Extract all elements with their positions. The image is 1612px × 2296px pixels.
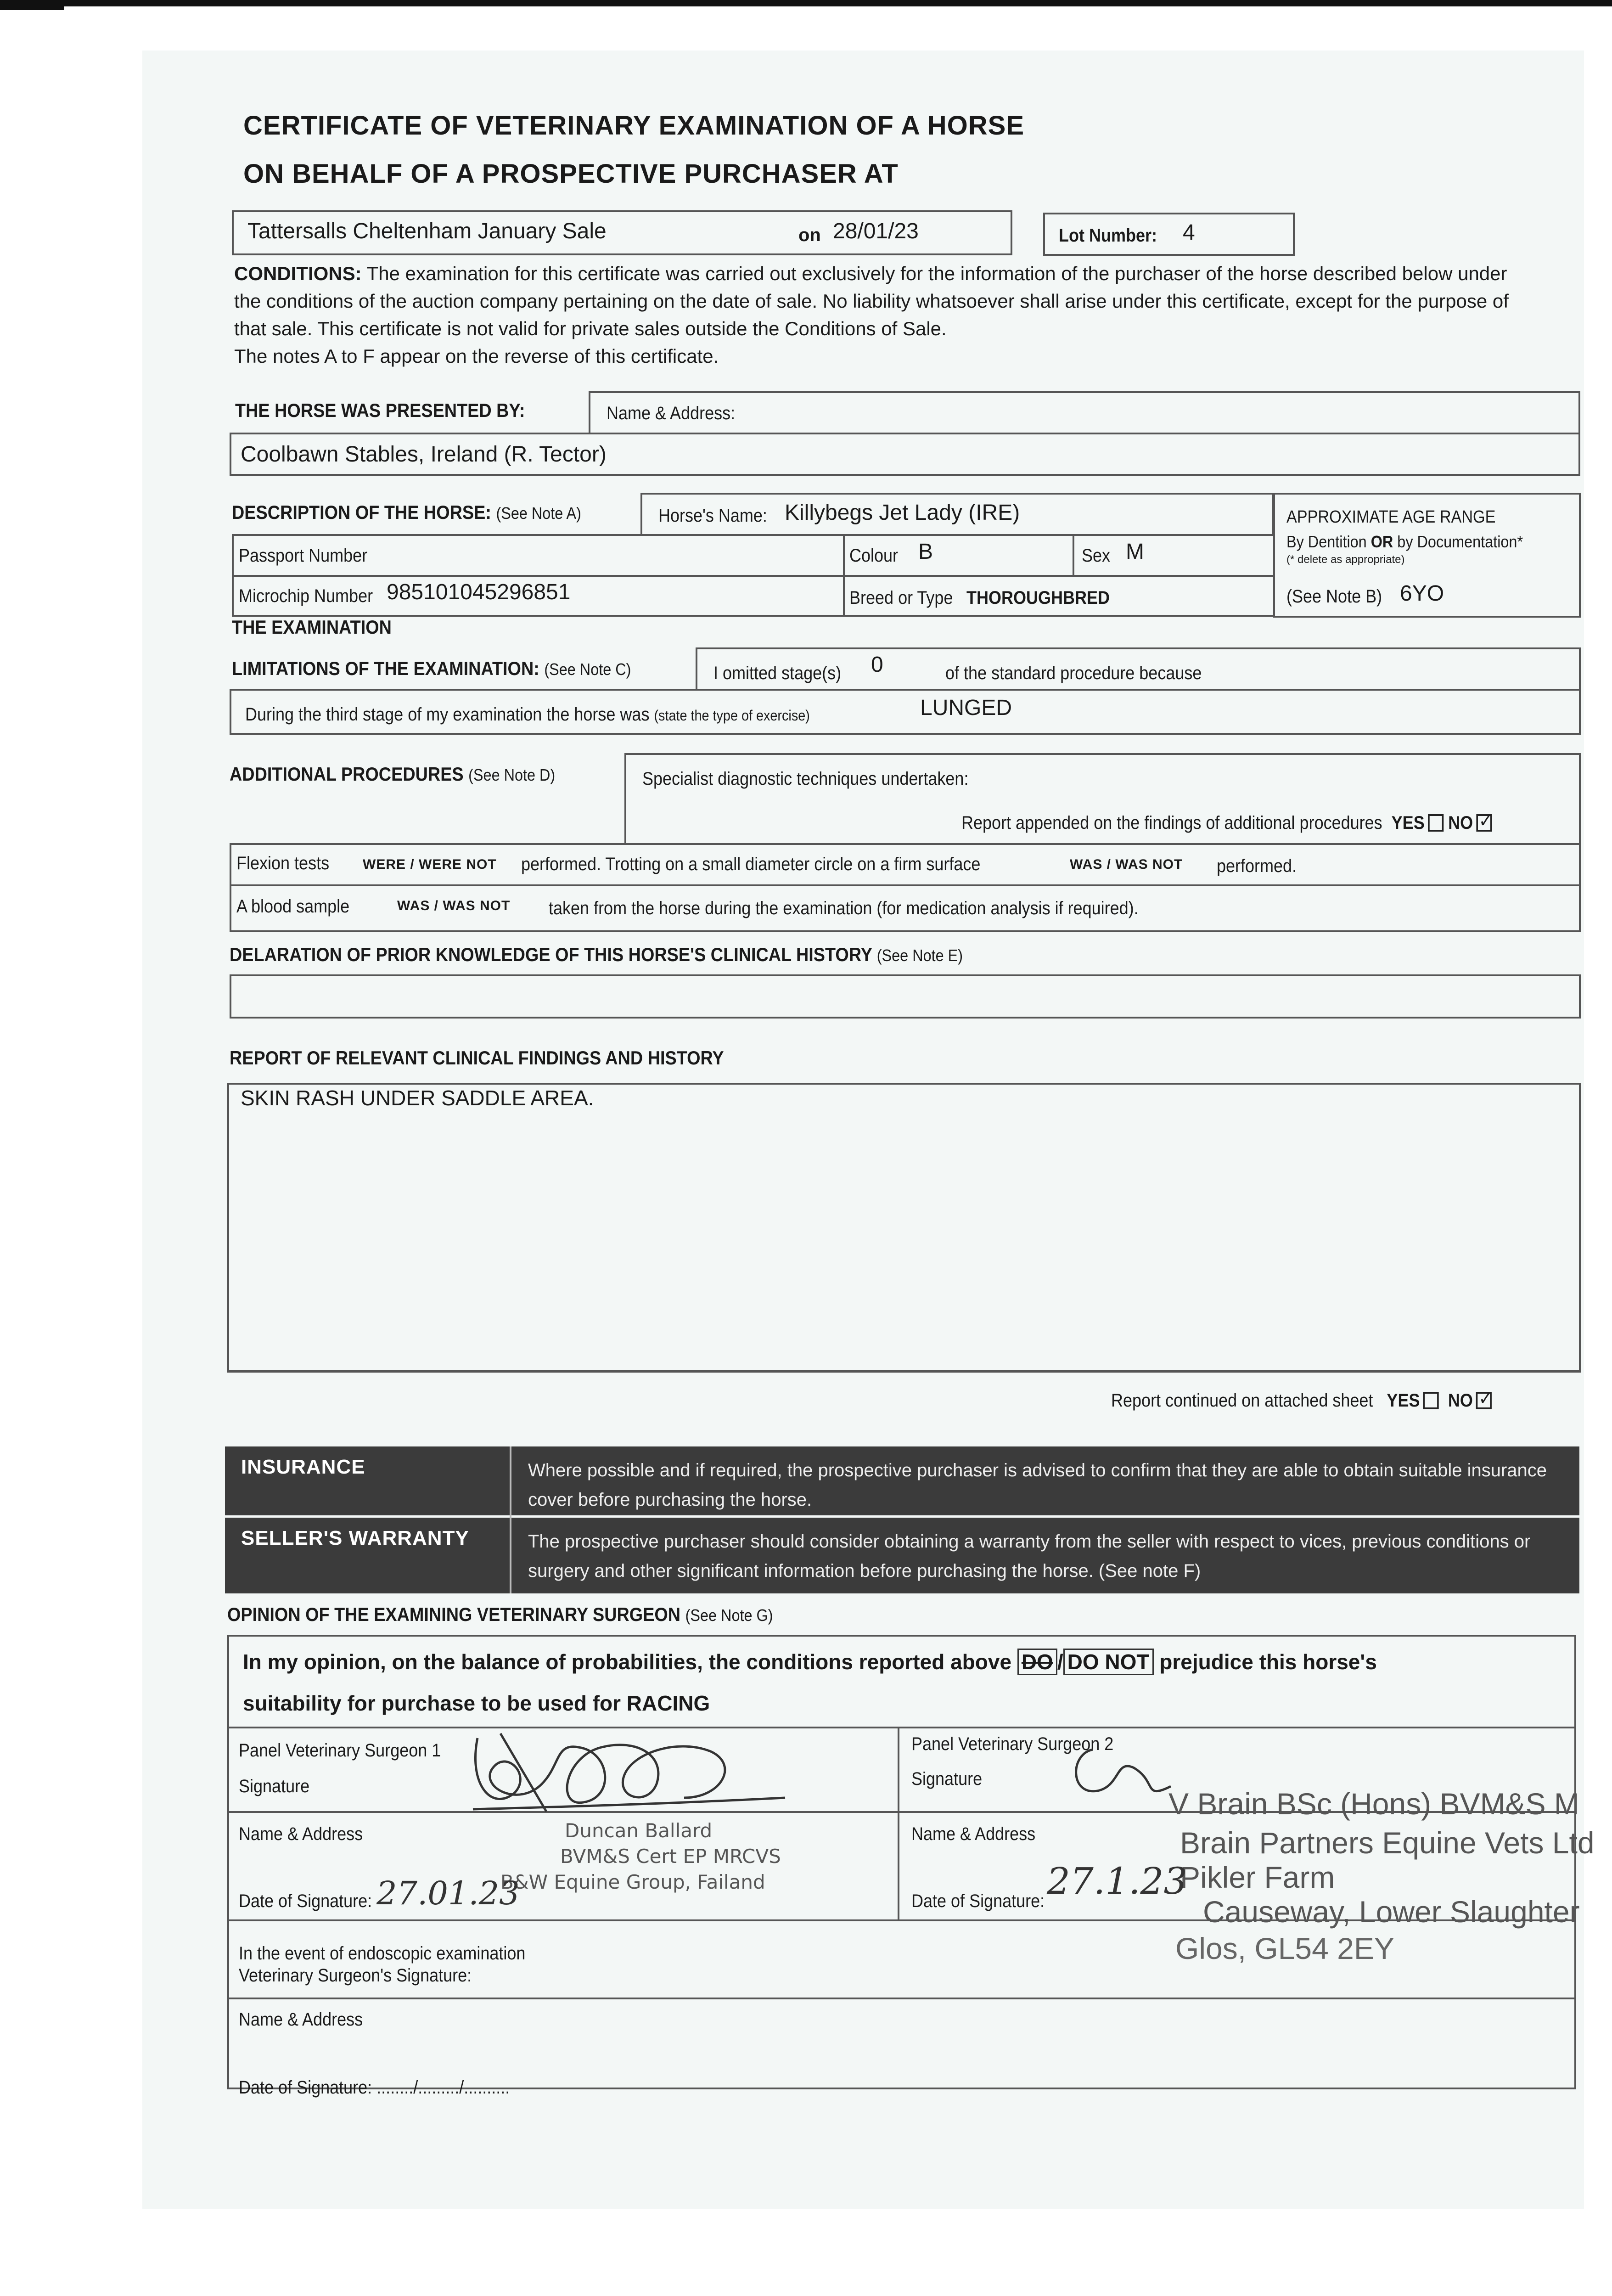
presented-value-box bbox=[230, 433, 1580, 476]
surgeon1-name-label: Name & Address bbox=[239, 1824, 363, 1844]
scan-top-corner bbox=[0, 0, 64, 10]
surgeon1-name-line1: Duncan Ballard bbox=[565, 1819, 713, 1842]
opinion-label bbox=[227, 1604, 773, 1626]
lot-box bbox=[1043, 213, 1295, 256]
insurance-text: Where possible and if required, the prospective purchaser is advised to confirm that they are able to obtain suitable insurance cover before purchasing the horse. bbox=[528, 1460, 1547, 1510]
opinion-do-option[interactable]: DO bbox=[1017, 1649, 1057, 1675]
surgeon2-stamp-line1: V Brain BSc (Hons) BVM&S M bbox=[1168, 1787, 1579, 1821]
microchip-label: Microchip Number bbox=[239, 586, 373, 606]
surgeon2-date-label: Date of Signature: bbox=[911, 1891, 1045, 1911]
age-or: OR bbox=[1370, 532, 1393, 551]
limitations-title: LIMITATIONS OF THE EXAMINATION: bbox=[232, 658, 539, 679]
surgeon1-signature bbox=[464, 1729, 794, 1816]
insurance-row bbox=[225, 1446, 1579, 1515]
report-appended-no-checkbox[interactable] bbox=[1476, 814, 1492, 832]
surgeon1-date-label: Date of Signature: bbox=[239, 1891, 372, 1911]
lot-number: 4 bbox=[1183, 220, 1195, 245]
description-note: (See Note A) bbox=[496, 504, 581, 523]
colour-label: Colour bbox=[849, 546, 899, 566]
flexion-mid: performed. Trotting on a small diameter circle on a firm surface bbox=[521, 854, 981, 874]
presented-by-label: THE HORSE WAS PRESENTED BY: bbox=[235, 400, 525, 421]
sale-box bbox=[232, 210, 1012, 255]
opinion-text-post: prejudice this horse's bbox=[1159, 1650, 1377, 1674]
report-appended-label bbox=[961, 813, 1492, 833]
age-note: (See Note B) bbox=[1286, 586, 1382, 607]
surgeon1-panel-label: Panel Veterinary Surgeon 1 bbox=[239, 1740, 441, 1761]
certificate-title-line1: CERTIFICATE OF VETERINARY EXAMINATION OF A HORSE bbox=[243, 111, 1025, 141]
surgeon2-stamp-line5: Glos, GL54 2EY bbox=[1175, 1931, 1394, 1965]
surgeon2-panel-label: Panel Veterinary Surgeon 2 bbox=[911, 1734, 1114, 1754]
opinion-line2: suitability for purchase to be used for RACING bbox=[243, 1691, 710, 1715]
report-continued-yes-checkbox[interactable] bbox=[1423, 1392, 1439, 1409]
blood-pre: A blood sample bbox=[236, 896, 350, 917]
presented-by-value: Coolbawn Stables, Ireland (R. Tector) bbox=[241, 442, 607, 467]
additional-box bbox=[624, 753, 1581, 845]
age-title: APPROXIMATE AGE RANGE bbox=[1286, 507, 1496, 527]
breed-value: THOROUGHBRED bbox=[966, 588, 1110, 608]
horse-name-label: Horse's Name: bbox=[658, 506, 767, 526]
omitted-suffix: of the standard procedure because bbox=[945, 663, 1202, 683]
flexion-pre: Flexion tests bbox=[236, 853, 330, 873]
horse-name-box bbox=[640, 493, 1274, 535]
report-box bbox=[227, 1083, 1581, 1372]
declaration-title: DELARATION OF PRIOR KNOWLEDGE OF THIS HORSE'S CLINICAL HISTORY bbox=[230, 944, 872, 965]
report-continued-no: NO bbox=[1448, 1390, 1473, 1411]
endoscopic-date-label: Date of Signature: ......../........./.......... bbox=[239, 2077, 510, 2098]
warranty-text: The prospective purchaser should consider obtaining a warranty from the seller with respect to vices, previous conditions or surgery and other significant information before purchasing the horse. (See note F) bbox=[528, 1531, 1531, 1581]
declaration-label bbox=[230, 944, 963, 966]
opinion-do-not-option[interactable]: DO NOT bbox=[1063, 1649, 1154, 1675]
surgeon2-stamp-line2: Brain Partners Equine Vets Ltd bbox=[1180, 1826, 1595, 1860]
report-bottom-line bbox=[227, 1372, 1581, 1373]
additional-title: ADDITIONAL PROCEDURES bbox=[230, 763, 464, 785]
surgeon2-stamp-line3: Pikler Farm bbox=[1180, 1860, 1335, 1894]
age-by-pre: By Dentition bbox=[1286, 532, 1371, 551]
limitations-note: (See Note C) bbox=[544, 660, 631, 679]
horse-name: Killybegs Jet Lady (IRE) bbox=[785, 501, 1020, 525]
report-appended-text: Report appended on the findings of additional procedures bbox=[961, 813, 1382, 833]
conditions-body: The examination for this certificate was carried out exclusively for the information of the purchaser of the horse described below under the conditions of the auction company pertaining on the date of sale. No liability whatsoever shall arise under this certificate, except for the purpose of that sale. This certificate is not valid for private sales outside the Conditions of Sale. bbox=[234, 263, 1509, 339]
colour-value: B bbox=[918, 540, 933, 564]
third-stage-value: LUNGED bbox=[920, 696, 1012, 720]
endoscopic-line2: Veterinary Surgeon's Signature: bbox=[239, 1965, 472, 1986]
report-appended-yes: YES bbox=[1391, 813, 1425, 833]
lot-label: Lot Number: bbox=[1059, 225, 1157, 246]
omitted-box bbox=[696, 647, 1581, 691]
limitations-label bbox=[232, 658, 631, 680]
sex-label: Sex bbox=[1082, 546, 1111, 566]
dark-rows-divider bbox=[510, 1446, 511, 1593]
declaration-field[interactable] bbox=[230, 974, 1581, 1019]
surgeon2-signature-label: Signature bbox=[911, 1769, 983, 1789]
opinion-note: (See Note G) bbox=[685, 1606, 773, 1625]
opinion-title: OPINION OF THE EXAMINING VETERINARY SURGEON bbox=[227, 1604, 681, 1625]
endoscopic-line1: In the event of endoscopic examination bbox=[239, 1943, 526, 1964]
presented-name-label: Name & Address: bbox=[607, 403, 736, 423]
certificate-title-line2: ON BEHALF OF A PROSPECTIVE PURCHASER AT bbox=[243, 159, 899, 189]
description-label bbox=[232, 501, 581, 523]
opinion-box bbox=[227, 1635, 1576, 1727]
horse-details-divider bbox=[232, 575, 1275, 577]
blood-post: taken from the horse during the examination (for medication analysis if required). bbox=[549, 898, 1139, 918]
opinion-sep: / bbox=[1057, 1650, 1063, 1674]
age-value: 6YO bbox=[1400, 581, 1444, 606]
surgeon1-name-line2: BVM&S Cert EP MRCVS bbox=[560, 1845, 781, 1868]
age-by-post: by Documentation* bbox=[1393, 532, 1523, 551]
report-appended-no: NO bbox=[1448, 813, 1473, 833]
surgeon2-name-label: Name & Address bbox=[911, 1824, 1036, 1844]
surgeon2-date: 27.1.23 bbox=[1047, 1860, 1187, 1902]
additional-label bbox=[230, 763, 555, 785]
age-by bbox=[1286, 532, 1523, 551]
third-stage-small: (state the type of exercise) bbox=[654, 707, 810, 724]
trotting-was-was-not: WAS / WAS NOT bbox=[1070, 857, 1183, 872]
report-continued-yes: YES bbox=[1387, 1390, 1420, 1411]
surgeon1-name-line3: B&W Equine Group, Failand bbox=[500, 1871, 765, 1893]
warranty-row bbox=[225, 1518, 1579, 1593]
declaration-note: (See Note E) bbox=[876, 946, 963, 965]
report-text: SKIN RASH UNDER SADDLE AREA. bbox=[241, 1086, 594, 1110]
third-stage-label bbox=[245, 704, 810, 725]
opinion-statement bbox=[243, 1649, 1377, 1674]
surgeon2-signature bbox=[1065, 1740, 1185, 1809]
microchip-value: 985101045296851 bbox=[387, 580, 571, 604]
conditions-label: CONDITIONS: bbox=[234, 263, 362, 284]
conditions-notes: The notes A to F appear on the reverse of this certificate. bbox=[234, 345, 719, 367]
flexion-post: performed. bbox=[1217, 856, 1297, 876]
flexion-were-were-not: WERE / WERE NOT bbox=[363, 857, 497, 872]
third-stage-pre: During the third stage of my examination the horse was bbox=[245, 704, 654, 725]
description-title: DESCRIPTION OF THE HORSE: bbox=[232, 501, 491, 523]
sale-name: Tattersalls Cheltenham January Sale bbox=[247, 219, 607, 243]
omitted-label: I omitted stage(s) bbox=[713, 663, 842, 683]
conditions-text bbox=[234, 260, 1520, 370]
passport-label: Passport Number bbox=[239, 546, 368, 566]
third-stage-box bbox=[230, 689, 1581, 735]
colour-sex-divider bbox=[1073, 534, 1074, 575]
endoscopic-name-label: Name & Address bbox=[239, 2009, 363, 2030]
scan-top-edge bbox=[0, 0, 1612, 6]
age-delete-note: (* delete as appropriate) bbox=[1286, 553, 1405, 566]
sale-date: 28/01/23 bbox=[833, 219, 919, 243]
surgeon1-signature-label: Signature bbox=[239, 1776, 310, 1796]
opinion-text-pre: In my opinion, on the balance of probabilities, the conditions reported above bbox=[243, 1650, 1012, 1674]
flexion-blood-divider bbox=[230, 884, 1581, 886]
sale-on-label: on bbox=[798, 225, 821, 245]
presented-name-box bbox=[589, 391, 1580, 434]
age-box bbox=[1273, 493, 1581, 618]
report-continued-no-checkbox[interactable] bbox=[1476, 1392, 1492, 1409]
surgeons-row-divider-3 bbox=[227, 1998, 1576, 1999]
insurance-label: INSURANCE bbox=[241, 1456, 365, 1478]
surgeons-vdivider bbox=[898, 1727, 899, 1919]
blood-was-was-not: WAS / WAS NOT bbox=[397, 898, 511, 913]
report-label: REPORT OF RELEVANT CLINICAL FINDINGS AND HISTORY bbox=[230, 1047, 724, 1069]
sex-value: M bbox=[1126, 540, 1144, 564]
additional-note: (See Note D) bbox=[468, 765, 556, 784]
report-continued-label bbox=[1111, 1390, 1492, 1411]
omitted-value: 0 bbox=[871, 653, 883, 677]
examination-label: THE EXAMINATION bbox=[232, 616, 392, 638]
specialist-label: Specialist diagnostic techniques undertaken: bbox=[642, 769, 969, 789]
surgeon2-stamp-line4: Causeway, Lower Slaughter bbox=[1203, 1895, 1580, 1929]
horse-details-vdivider bbox=[843, 534, 845, 617]
report-continued-text: Report continued on attached sheet bbox=[1111, 1390, 1373, 1411]
report-appended-yes-checkbox[interactable] bbox=[1428, 814, 1443, 832]
warranty-label: SELLER'S WARRANTY bbox=[241, 1527, 469, 1549]
surgeon1-date: 27.01.23 bbox=[376, 1874, 520, 1912]
breed-label: Breed or Type bbox=[849, 588, 953, 608]
